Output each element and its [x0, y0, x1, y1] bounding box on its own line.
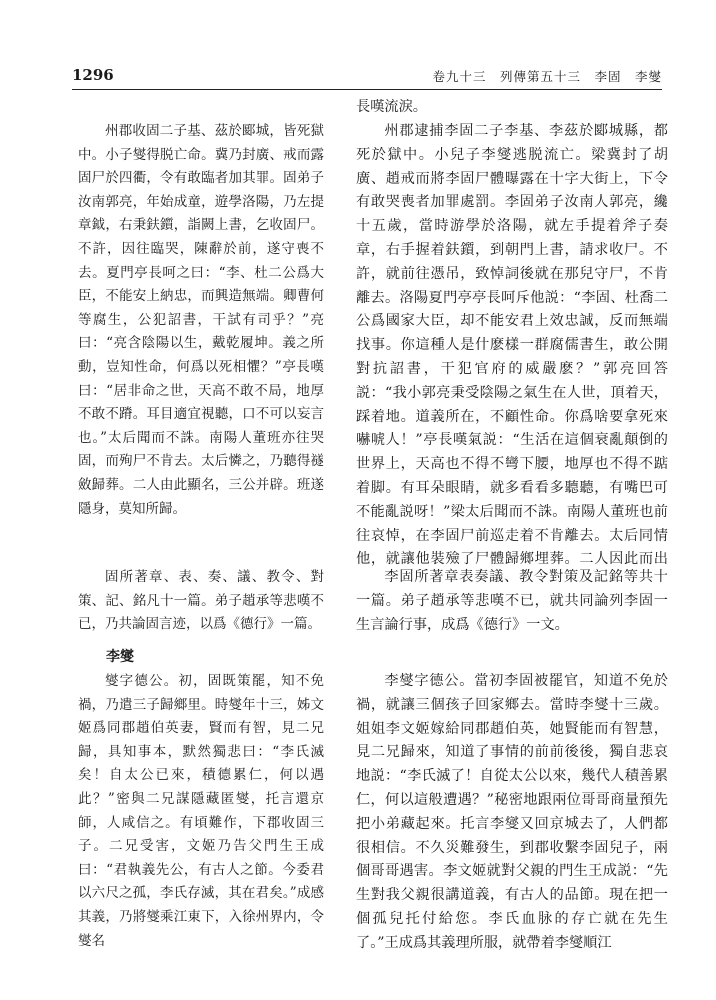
- translation-text-block-3: [356, 670, 668, 956]
- translation-paragraph-guo-liang: 州郡逮捕李固二子李基、李茲於郾城縣，都死於獄中。小兒子李燮逃脱流亡。梁冀封了胡廣、趙戒而將李固尸體曝露在十字大街上，下令有敢哭喪者加罪處罰。李固弟子汝南人郭亮，纔十五歲，當時游學於洛陽，就左手提着斧子奏章，右手握着鈇鑕，到朝門上書，請求收尸。不許，就前往憑吊，致悼詞後就在那兒守尸，不肯離去。洛陽夏門亭亭長呵斥他説：“李固、杜喬二公爲國家大臣，却不能安君上效忠誠，反而無端找事。你這種人是什麽樣一群腐儒書生，敢公開對抗詔書，干犯官府的威嚴麽？”郭亮回答説：“我小郭亮秉受陰陽之氣生在人世，頂着天，踩着地。道義所在，不顧性命。你爲啥要拿死來嚇唬人！”亭長嘆氣説：“生活在這個衰亂顛倒的世界上，天高也不得不彎下腰，地厚也不得不踮着脚。有耳朵眼睛，就多看看多聽聽，有嘴巴可不能亂説呀！”梁太后聞而不誅。南陽人董班也前往哀悼，在李固尸前巡走着不肯離去。太后同情他，就讓他裝殮了尸體歸鄉埋葬。二人因此而出: [356, 123, 668, 568]
- running-title: 卷九十三 列傳第五十三 李固 李燮: [432, 69, 662, 84]
- translation-paragraph-writings: 李固所著章表奏議、教令對策及記銘等共十一篇。弟子趙承等悲嘆不已，就共同論列李固一生言論行事，成爲《德行》一文。: [356, 569, 668, 633]
- classical-paragraph-li-xie: 燮字德公。初，固既策罷，知不免禍，乃遣三子歸鄉里。時燮年十三，姊文姬爲同郡趙伯英妻，賢而有智，見二兄歸，具知事本，默然獨悲曰：“李氏滅矣！自太公已來，積德累仁，何以遇此？”密與二兄謀隱藏匿燮，托言還京師，人咸信之。有頃難作，下郡收固三子。二兄受害，文姬乃告父門生王成曰：“君執義先公，有古人之節。今委君以六尺之孤，李氏存滅，其在君矣。”成感其義，乃將燮乘江東下，入徐州界内，令燮名: [78, 673, 324, 949]
- translation-continuation-block: [356, 96, 668, 120]
- translation-text-block-1: [356, 120, 668, 572]
- classical-paragraph-writings: 固所著章、表、奏、議、教令、對策、記、銘凡十一篇。弟子趙承等悲嘆不已，乃共論固言迹，以爲《德行》一篇。: [78, 569, 324, 633]
- translation-continuation: 長嘆流淚。: [356, 99, 427, 115]
- translation-paragraph-li-xie: 李燮字德公。當初李固被罷官，知道不免於禍，就讓三個孩子回家鄉去。當時李燮十三歲。姐姐李文姬嫁給同郡趙伯英，她賢能而有智慧，見二兄歸來，知道了事情的前前後後，獨自悲哀地説：“李氏滅了！自從太公以來，幾代人積善累仁，何以這般遭遇？”秘密地跟兩位哥哥商量預先把小弟藏起來。托言李燮又回京城去了，人們都很相信。不久災難發生，到郡收繫李固兒子，兩個哥哥遇害。李文姬就對父親的門生王成説：“先生對我父親很講道義，有古人的品節。現在把一個孤兒托付給您。李氏血脉的存亡就在先生了。”王成爲其義理所服，就帶着李燮順江: [356, 673, 668, 951]
- translation-text-block-2: [356, 566, 668, 638]
- classical-text-block-1: [78, 120, 324, 530]
- header-rule: [72, 89, 662, 90]
- biography-heading-li-xie: 李燮: [106, 649, 134, 665]
- biography-heading-block: [78, 646, 324, 670]
- page-header: [72, 66, 662, 86]
- classical-text-block-3: [78, 670, 324, 956]
- classical-paragraph-guo-liang: 州郡收固二子基、茲於郾城，皆死獄中。小子燮得脱亡命。冀乃封廣、戒而露固尸於四衢，令有敢臨者加其罪。固弟子汝南郭亮，年始成童，遊學洛陽，乃左提章鉞，右秉鈇鑕，詣闕上書，乞收固尸。不許，因往臨哭，陳辭於前，遂守喪不去。夏門亭長呵之曰：“李、杜二公爲大臣，不能安上納忠，而興造無端。卿曹何等腐生，公犯詔書，干試有司乎？”亮曰：“亮含陰陽以生，戴乾履坤。義之所動，豈知性命，何爲以死相懼？”亭長嘆曰：“居非命之世，天高不敢不局，地厚不敢不蹐。耳目適宜視聽，口不可以妄言也。”太后聞而不誅。南陽人董班亦往哭固，而殉尸不肯去。太后憐之，乃聽得襚斂歸葬。二人由此顯名，三公并辟。班遂隱身，莫知所歸。: [78, 123, 324, 517]
- page-number: 1296: [72, 66, 114, 84]
- classical-text-block-2: [78, 566, 324, 638]
